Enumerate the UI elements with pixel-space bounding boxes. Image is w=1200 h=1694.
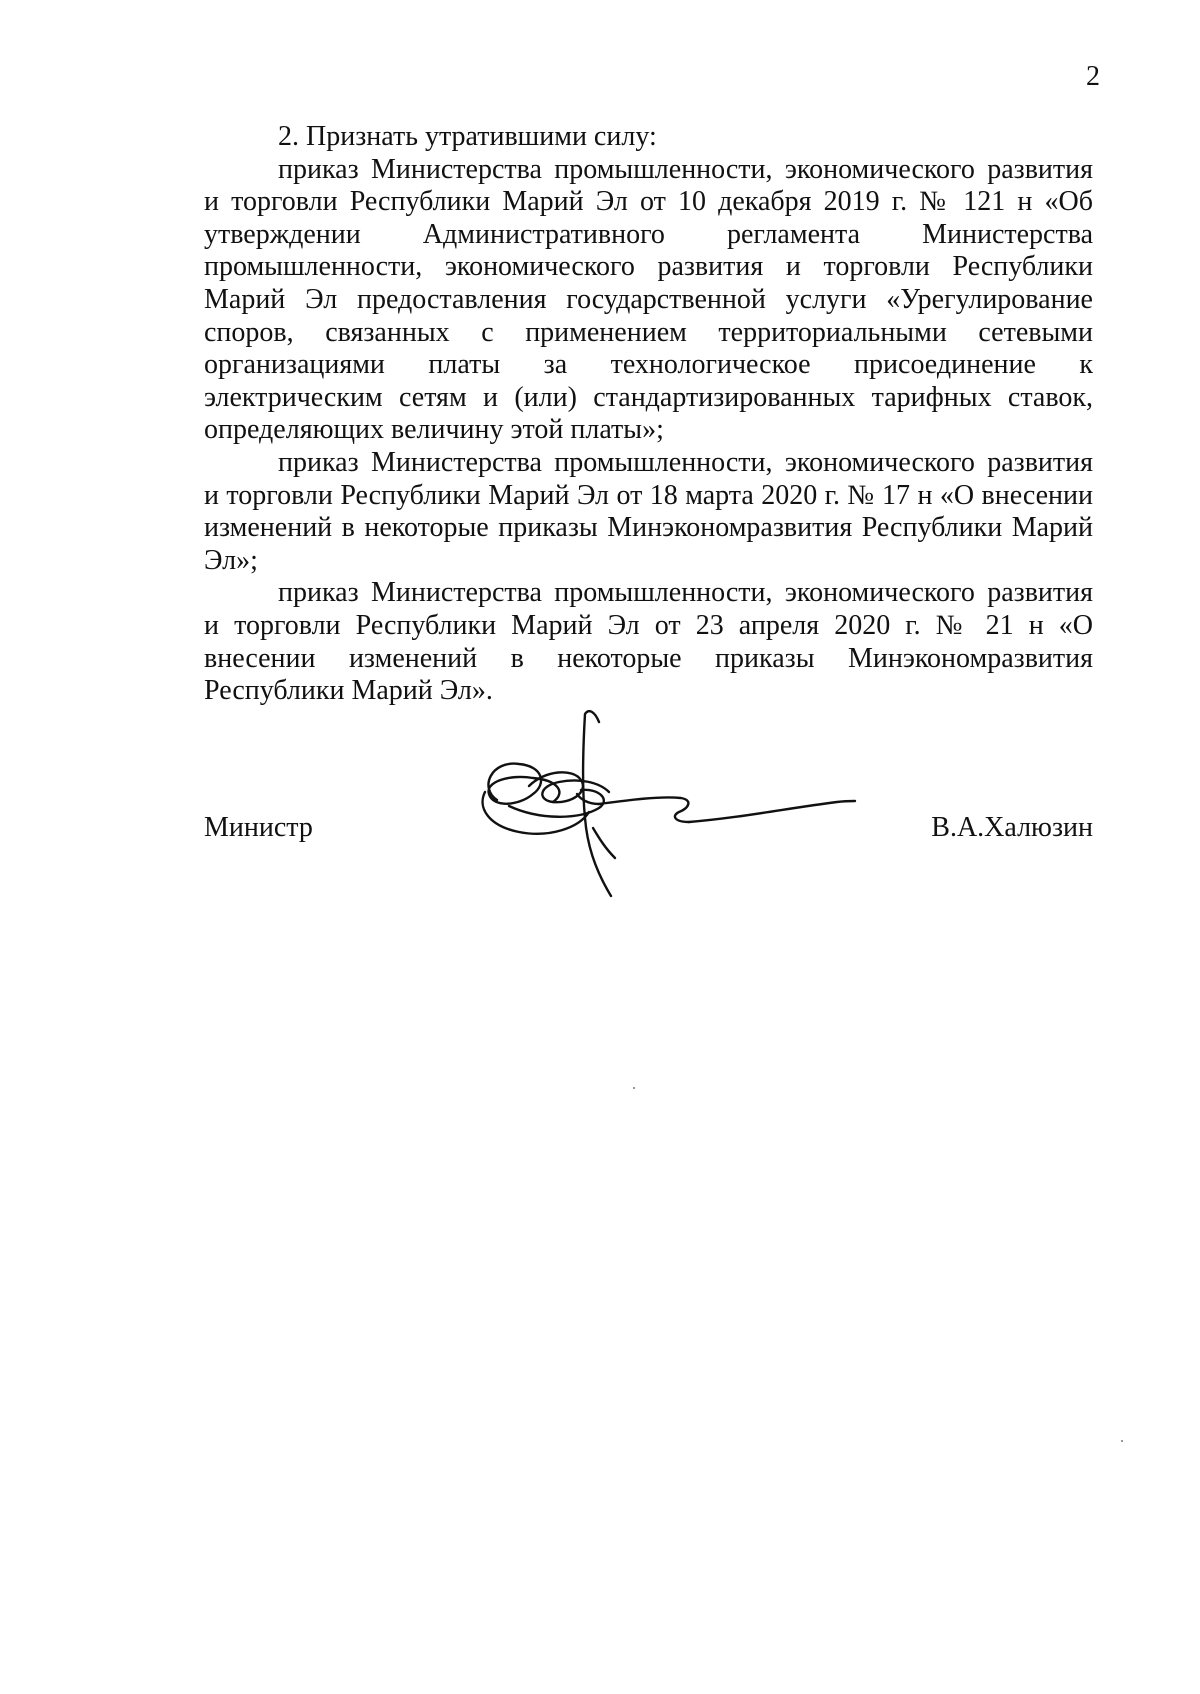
paragraph-order-17: приказ Министерства промышленности, экономического развития и торговли Республики Марий Эл от 18 марта 2020 г. № 17 н «О внесении изменений в некоторые приказы Минэкономразвития Республики Марий Эл»;: [204, 446, 1093, 576]
position-title: Министр: [204, 812, 313, 843]
scan-speck: [633, 1087, 635, 1089]
handwritten-signature: [449, 708, 899, 898]
scan-speck: [1121, 1440, 1123, 1442]
paragraph-order-21: приказ Министерства промышленности, экономического развития и торговли Республики Марий Эл от 23 апреля 2020 г. № 21 н «О внесении изменений в некоторые приказы Минэкономразвития Республики Марий Эл».: [204, 577, 1093, 707]
signer-name: В.А.Халюзин: [931, 812, 1093, 843]
page-number: 2: [1086, 61, 1100, 92]
paragraph-order-121: приказ Министерства промышленности, экономического развития и торговли Республики Марий Эл от 10 декабря 2019 г. № 121 н «Об утверждении Административного регламента Министерства промышленности, экономического развития и торговли Республики Марий Эл предоставления государственной услуги «Урегулирование споров, связанных с применением территориальными сетевыми организациями платы за технологическое присоединение к электрическим сетям и (или) стандартизированных тарифных ставок, определяющих величину этой платы»;: [204, 153, 1093, 446]
document-body: [204, 121, 1093, 708]
signature-block: [204, 710, 1093, 900]
paragraph-repeal-heading: 2. Признать утратившими силу:: [278, 121, 657, 152]
